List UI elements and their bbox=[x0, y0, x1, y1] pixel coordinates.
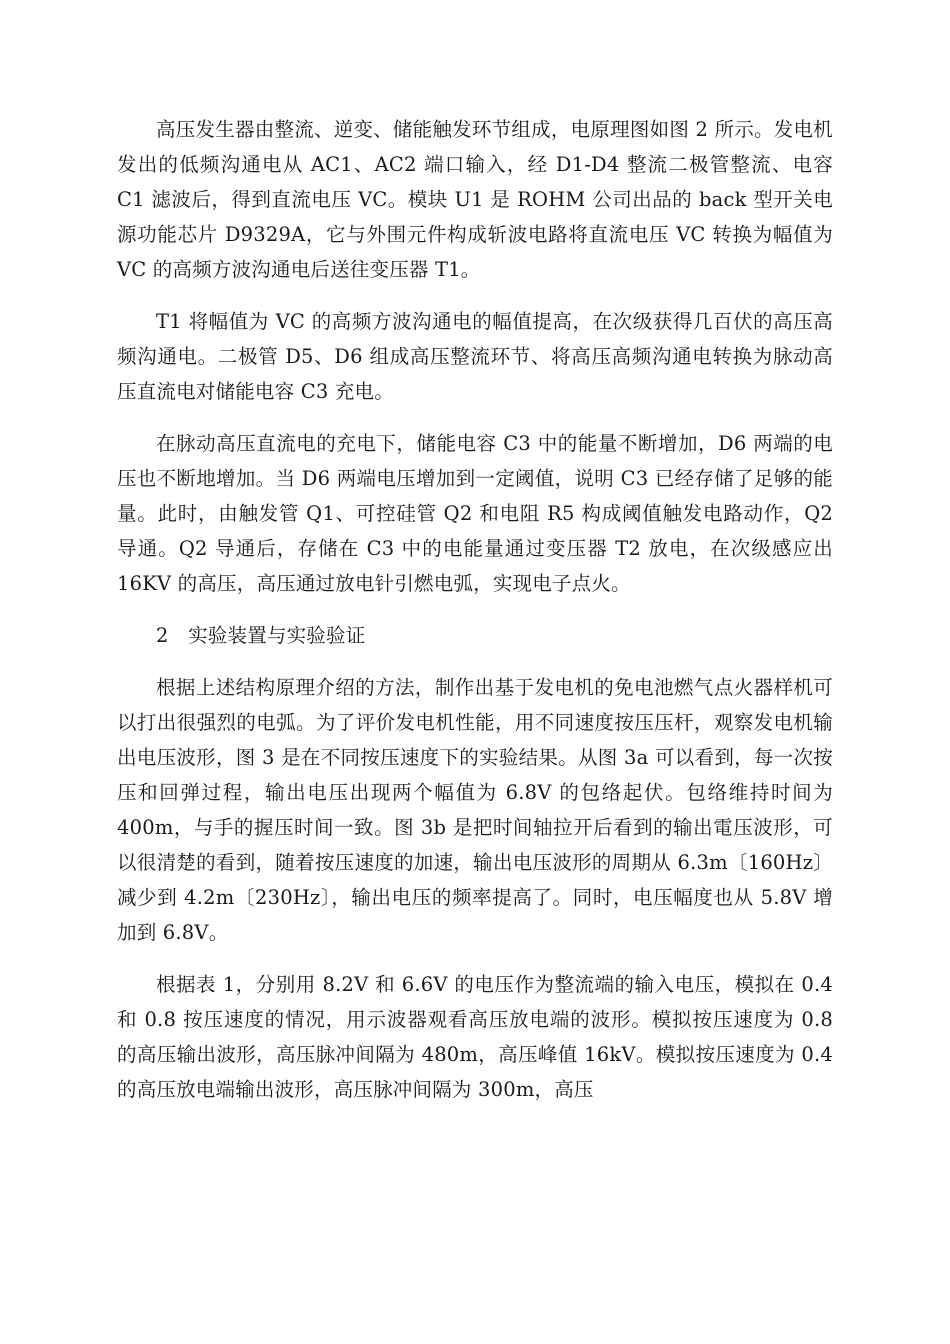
section-heading bbox=[117, 618, 833, 653]
section-title: 实验装置与实验验证 bbox=[188, 624, 366, 647]
paragraph-prototype-test: 根据上述结构原理介绍的方法，制作出基于发电机的免电池燃气点火器样机可以打出很强烈的电弧。为了评价发电机性能，用不同速度按压压杆，观察发电机输出电压波形，图 3 是在不同按压速度下的实验结果。从图 3a 可以看到，每一次按压和回弹过程，输出电压出现两个幅值为 6.8V 的包络起伏。包络维持时间为 400m，与手的握压时间一致。图 3b 是把时间轴拉开后看到的输出電压波形，可以很清楚的看到，随着按压速度的加速，输出电压波形的周期从 6.3m〔160Hz〕减少到 4.2m〔230Hz〕，输出电压的频率提高了。同时，电压幅度也从 5.8V 增加到 6.8V。 bbox=[117, 676, 833, 944]
paragraph-t1-boost: T1 将幅值为 VC 的高频方波沟通电的幅值提高，在次级获得几百伏的高压高频沟通电。二极管 D5、D6 组成高压整流环节、将高压高频沟通电转换为脉动高压直流电对储能电容 C3 充电。 bbox=[117, 310, 833, 403]
section-number: 2 bbox=[156, 624, 169, 647]
document-page bbox=[117, 112, 833, 1124]
paragraph-simulation: 根据表 1，分别用 8.2V 和 6.6V 的电压作为整流端的输入电压，模拟在 0.4 和 0.8 按压速度的情况，用示波器观看高压放电端的波形。模拟按压速度为 0.8 的高压输出波形，高压脉冲间隔为 480m，高压峰值 16kV。模拟按压速度为 0.4 的高压放电端输出波形，高压脉冲间隔为 300m，高压 bbox=[117, 973, 833, 1101]
paragraph-high-voltage-generator: 高压发生器由整流、逆变、储能触发环节组成，电原理图如图 2 所示。发电机发出的低频沟通电从 AC1、AC2 端口输入，经 D1-D4 整流二极管整流、电容 C1 滤波后，得到直流电压 VC。模块 U1 是 ROHM 公司出品的 back 型开关电源功能芯片 D9329A，它与外围元件构成斩波电路将直流电压 VC 转换为幅值为 VC 的高频方波沟通电后送往变压器 T1。 bbox=[117, 118, 833, 281]
paragraph-charging-trigger: 在脉动高压直流电的充电下，储能电容 C3 中的能量不断增加，D6 两端的电压也不断地增加。当 D6 两端电压增加到一定阈值，说明 C3 已经存储了足够的能量。此时，由触发管 Q1、可控硅管 Q2 和电阻 R5 构成阈值触发电路动作，Q2 导通。Q2 导通后，存储在 C3 中的电能量通过变压器 T2 放电，在次级感应出 16KV 的高压，高压通过放电针引燃电弧，实现电子点火。 bbox=[117, 432, 833, 595]
